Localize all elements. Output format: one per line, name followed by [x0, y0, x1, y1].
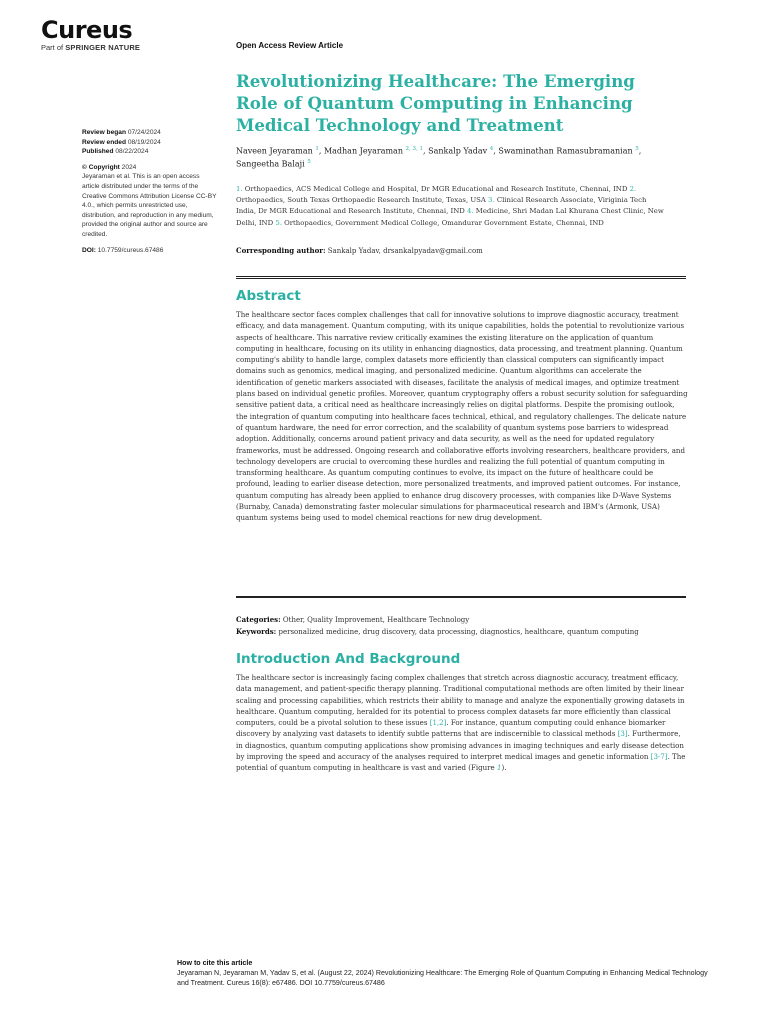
- abstract-heading: Abstract: [236, 288, 301, 304]
- reference-link[interactable]: [1,2]: [429, 718, 447, 728]
- review-began: Review began 07/24/2024: [82, 129, 161, 136]
- review-ended: Review ended 08/19/2024: [82, 138, 161, 146]
- cite-heading: How to cite this article: [177, 959, 253, 967]
- figure-link[interactable]: 1: [496, 763, 502, 773]
- keywords: Keywords: personalized medicine, drug discovery, data processing, diagnostics, healthcare, quantum computing: [236, 627, 639, 636]
- cite-text: Jeyaraman N, Jeyaraman M, Yadav S, et al. (August 22, 2024) Revolutionizing Healthcare: The Emerging Role of Quantum Computing in Enhancing Medical Technology and Treatment. Cureus 16(8): e67486. DOI 10.7759/cureus.67486: [177, 969, 708, 988]
- copyright: © Copyright 2024: [82, 163, 137, 171]
- published-date: Published 08/22/2024: [82, 148, 149, 156]
- categories: Categories: Other, Quality Improvement, Healthcare Technology: [236, 615, 470, 624]
- author-name[interactable]: Swaminathan Ramasubramanian: [498, 146, 633, 156]
- reference-link[interactable]: [3-7]: [650, 752, 668, 762]
- license-text: Jeyaraman et al. This is an open access article distributed under the terms of the Creative Commons Attribution License CC-BY 4.0., which permits unrestricted use, distribution, and reproduction in any medium, provided the original author and source are credited.: [82, 173, 217, 238]
- author-name[interactable]: Madhan Jeyaraman: [323, 146, 403, 156]
- corresponding-author: Corresponding author: Sankalp Yadav, drsankalpyadav@gmail.com: [236, 246, 483, 255]
- article-title: Revolutionizing Healthcare: The Emerging Role of Quantum Computing in Enhancing Medical Technology and Treatment: [236, 71, 635, 135]
- how-to-cite: [177, 958, 717, 989]
- article-sidebar: [82, 128, 217, 255]
- doi-link[interactable]: 10.7759/cureus.67486: [97, 246, 164, 254]
- author-name[interactable]: Sankalp Yadav: [428, 146, 488, 156]
- intro-heading: Introduction And Background: [236, 651, 461, 667]
- section-divider: [236, 276, 686, 280]
- doi: DOI: 10.7759/cureus.67486: [82, 246, 164, 254]
- categories-keywords: [236, 614, 688, 638]
- cureus-logo[interactable]: [41, 18, 140, 52]
- logo-wordmark: Cureus: [41, 16, 133, 44]
- abstract-text: The healthcare sector faces complex challenges that call for innovative solutions to improve diagnostic accuracy, treatment efficacy, and data management. Quantum computing, with its unique capabilities, holds the potential to revolutionize various aspects of healthcare. This narrative review critically examines the existing literature on the application of quantum computing in healthcare, focusing on its utility in enhancing diagnostics, data processing, and treatment planning. Quantum computing's ability to handle large, complex datasets more efficiently than classical computers can significantly impact domains such as genomics, medical imaging, and personalized medicine. Quantum algorithms can accelerate the identification of genetic markers associated with diseases, facilitate the analysis of medical images, and optimize treatment plans based on individual genetic profiles. Moreover, quantum cryptography offers a robust security solution for safeguarding sensitive patient data, a critical need as healthcare increasingly relies on digital platforms. Despite the promising outlook, the integration of quantum computing into healthcare faces technical, ethical, and regulatory challenges. The delicate nature of quantum hardware, the need for error correction, and the scalability of quantum systems pose barriers to widespread adoption. Additionally, concerns around patient privacy and data security, as well as the need for updated regulatory frameworks, must be addressed. Ongoing research and collaborative efforts involving researchers, healthcare providers, and technology developers are crucial to overcoming these hurdles and realizing the full potential of quantum computing in transforming healthcare. As quantum computing continues to evolve, its impact on the future of healthcare could be profound, leading to earlier disease detection, more personalized treatments, and improved patient outcomes. For instance, quantum computing has already been applied to enhance drug discovery processes, with companies like D-Wave Systems (Burnaby, Canada) demonstrating faster molecular simulations for pharmaceutical research and IBM's (Armonk, USA) quantum systems being used to model chemical reactions for new drug development.: [236, 310, 688, 523]
- logo-subtitle: Part of SPRINGER NATURE: [41, 43, 141, 52]
- article-type: Open Access Review Article: [236, 41, 344, 50]
- affiliations: 1. Orthopaedics, ACS Medical College and Hospital, Dr MGR Educational and Research Institute, Chennai, IND 2. Orthopaedics, South Texas Orthopaedic Research Institute, Texas, USA 3. Clinical Research Associate, Viriginia Tech India, Dr MGR Educational and Research Institute, Chennai, IND 4. Medicine, Shri Madan Lal Khurana Chest Clinic, New Delhi, IND 5. Orthopaedics, Government Medical College, Omandurar Government Estate, Chennai, IND: [236, 185, 664, 227]
- intro-text: The healthcare sector is increasingly facing complex challenges that stretch across diagnostic accuracy, treatment efficacy, data management, and patient-specific therapy planning. Traditional computational methods are often limited by their linear scaling and processing capabilities, which restricts their ability to manage and analyze the exponentially growing datasets in healthcare. Quantum computing, heralded for its potential to process complex datasets far more efficiently than classical computers, could be a pivotal solution to these issues [1,2]. For instance, quantum computing could enhance biomarker discovery by analyzing vast datasets to identify subtle patterns that are indiscernible to classical methods [3]. Furthermore, in diagnostics, quantum computing applications show promising advances in imaging techniques and early disease detection by improving the speed and accuracy of the analyses required to interpret medical images and genetic information [3-7]. The potential of quantum computing in healthcare is vast and varied (Figure 1).: [236, 673, 686, 773]
- author-name[interactable]: Naveen Jeyaraman: [236, 146, 313, 156]
- reference-link[interactable]: [3]: [617, 729, 628, 739]
- section-divider: [236, 596, 686, 598]
- author-list: Naveen Jeyaraman $^1$, Madhan Jeyaraman $^{2, 3, 1}$, Sankalp Yadav $^4$, Swaminathan Ramasubramanian $^5$, Sangeetha Balaji $^5$: [236, 146, 642, 169]
- author-name[interactable]: Sangeetha Balaji: [236, 159, 305, 169]
